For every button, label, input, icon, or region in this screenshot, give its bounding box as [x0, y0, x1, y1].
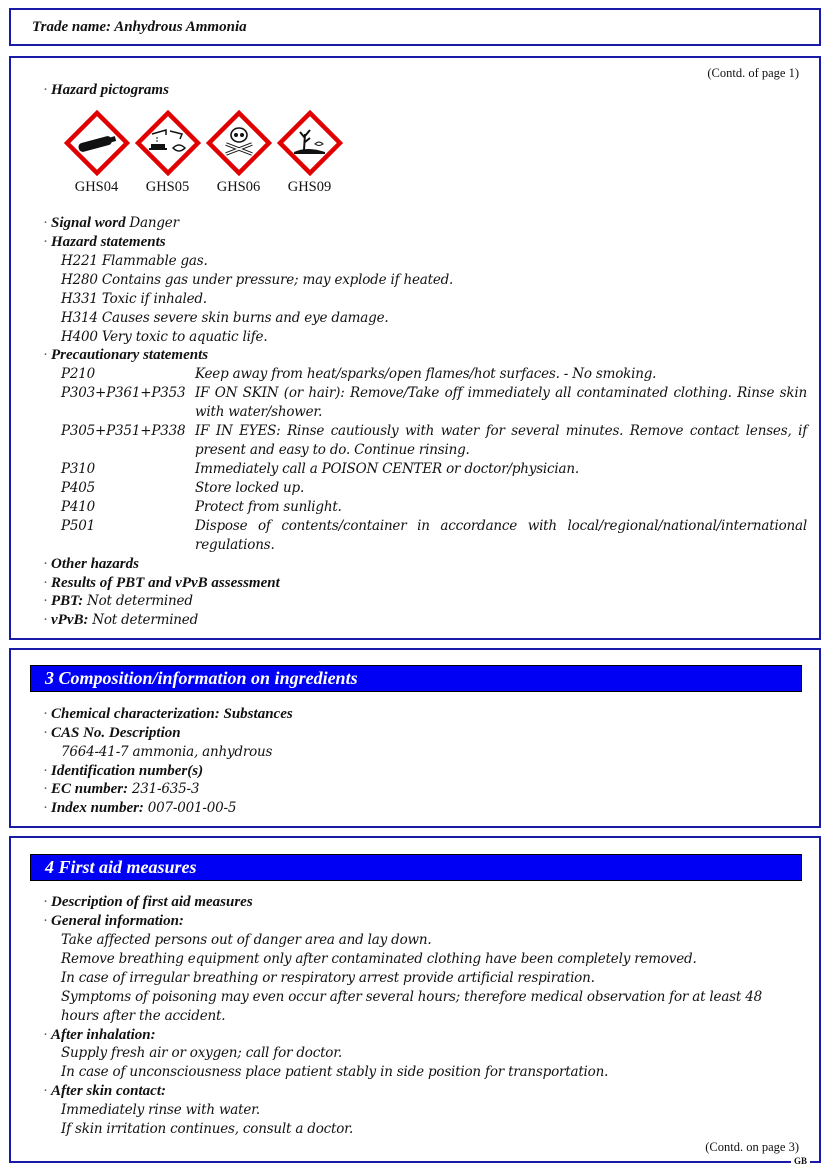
- hazard-statement: H314 Causes severe skin burns and eye damage.: [61, 310, 389, 326]
- pictogram-ghs06: [203, 110, 274, 196]
- pictogram-ghs09: [274, 110, 345, 196]
- pictogram-ghs05: [132, 110, 203, 196]
- corrosion-icon: [135, 110, 201, 176]
- first-aid-section: [9, 836, 821, 1163]
- inhalation-line: In case of unconsciousness place patient stably in side position for transportation.: [61, 1064, 609, 1080]
- general-info-line: hours after the accident.: [61, 1008, 226, 1024]
- index-number: · Index number: 007-001-00-5: [43, 800, 237, 816]
- general-information-heading: · General information:: [43, 913, 184, 929]
- pbt-value: · PBT: Not determined: [43, 593, 193, 609]
- identification-numbers-heading: · Identification number(s): [43, 763, 204, 779]
- skin-contact-line: Immediately rinse with water.: [61, 1102, 261, 1118]
- signal-word: · Signal word Danger: [43, 215, 179, 231]
- hazard-pictograms-heading: · Hazard pictograms: [43, 82, 169, 98]
- vpvb-value: · vPvB: Not determined: [43, 612, 199, 628]
- general-info-line: In case of irregular breathing or respiratory arrest provide artificial respiration.: [61, 970, 595, 986]
- pbt-results-heading: · Results of PBT and vPvB assessment: [43, 575, 280, 591]
- after-skin-contact-heading: · After skin contact:: [43, 1083, 166, 1099]
- inhalation-line: Supply fresh air or oxygen; call for doctor.: [61, 1045, 343, 1061]
- general-info-line: Remove breathing equipment only after contaminated clothing have been completely removed.: [61, 951, 697, 967]
- pictogram-code: GHS04: [74, 179, 119, 195]
- hazard-statement: H221 Flammable gas.: [61, 253, 208, 269]
- chemical-characterization: · Chemical characterization: Substances: [43, 706, 293, 722]
- trade-name: Trade name: Anhydrous Ammonia: [32, 19, 247, 35]
- section-3-title: 3 Composition/information on ingredients: [30, 665, 802, 692]
- pictogram-ghs04: [61, 110, 132, 196]
- skin-contact-line: If skin irritation continues, consult a doctor.: [61, 1121, 354, 1137]
- composition-section: [9, 648, 821, 828]
- after-inhalation-heading: · After inhalation:: [43, 1027, 156, 1043]
- trade-name-box: [9, 8, 821, 46]
- hazard-statements-heading: · Hazard statements: [43, 234, 166, 250]
- pictogram-row: [61, 110, 345, 196]
- hazard-statement: H331 Toxic if inhaled.: [61, 291, 207, 307]
- cas-value: 7664-41-7 ammonia, anhydrous: [61, 744, 273, 760]
- contd-of-page: (Contd. of page 1): [707, 66, 799, 80]
- hazard-statement: H400 Very toxic to aquatic life.: [61, 329, 268, 345]
- first-aid-description-heading: · Description of first aid measures: [43, 894, 253, 910]
- precautionary-heading: · Precautionary statements: [43, 347, 209, 363]
- general-info-line: Take affected persons out of danger area and lay down.: [61, 932, 432, 948]
- pictogram-code: GHS05: [145, 179, 190, 195]
- section-4-title: 4 First aid measures: [30, 854, 802, 881]
- gas-cylinder-icon: [64, 110, 130, 176]
- contd-on-page: (Contd. on page 3): [705, 1140, 799, 1154]
- environment-icon: [277, 110, 343, 176]
- skull-crossbones-icon: [206, 110, 272, 176]
- hazard-statement: H280 Contains gas under pressure; may explode if heated.: [61, 272, 454, 288]
- hazards-section: (Contd. of page 1) · Hazard pictograms GHS04 GHS05 GHS06 GHS09 · Signal word Danger · Hazard statements H221 Flammable gas. H280 Contains gas under pressure; may explode if heated. H331 Toxic if inhaled. H314 Causes severe skin burns and eye damage. H400 Very toxic to aquatic life. · Precautionary statements P210 Keep away from heat/sparks/open flames/hot surfaces. - No smoking. P303+P361+P353 IF ON SKIN (or hair): Remove/Take off immediately all contaminated clothing. Rinse skin with water/shower. P305+P351+P338 IF IN EYES: Rinse cautiously with water for several minutes. Remove contact lenses, if present and easy to do. Continue rinsing. P310 Immediately call a POISON CENTER or doctor/physician. P405 Store locked up. P410 Protect from sunlight. P501 Dispose of contents/container in accordance with local/regional/national/international regulations. · Other hazards · Results of PBT and vPvB assessment · PBT: Not determined · vPvB: Not determined: [9, 56, 821, 640]
- cas-heading: · CAS No. Description: [43, 725, 181, 741]
- pictogram-code: GHS09: [287, 179, 332, 195]
- general-info-line: Symptoms of poisoning may even occur after several hours; therefore medical observation for at least 48: [61, 989, 762, 1005]
- ec-number: · EC number: 231-635-3: [43, 781, 200, 797]
- other-hazards-heading: · Other hazards: [43, 556, 139, 572]
- country-code: GB: [791, 1156, 810, 1166]
- pictogram-code: GHS06: [216, 179, 261, 195]
